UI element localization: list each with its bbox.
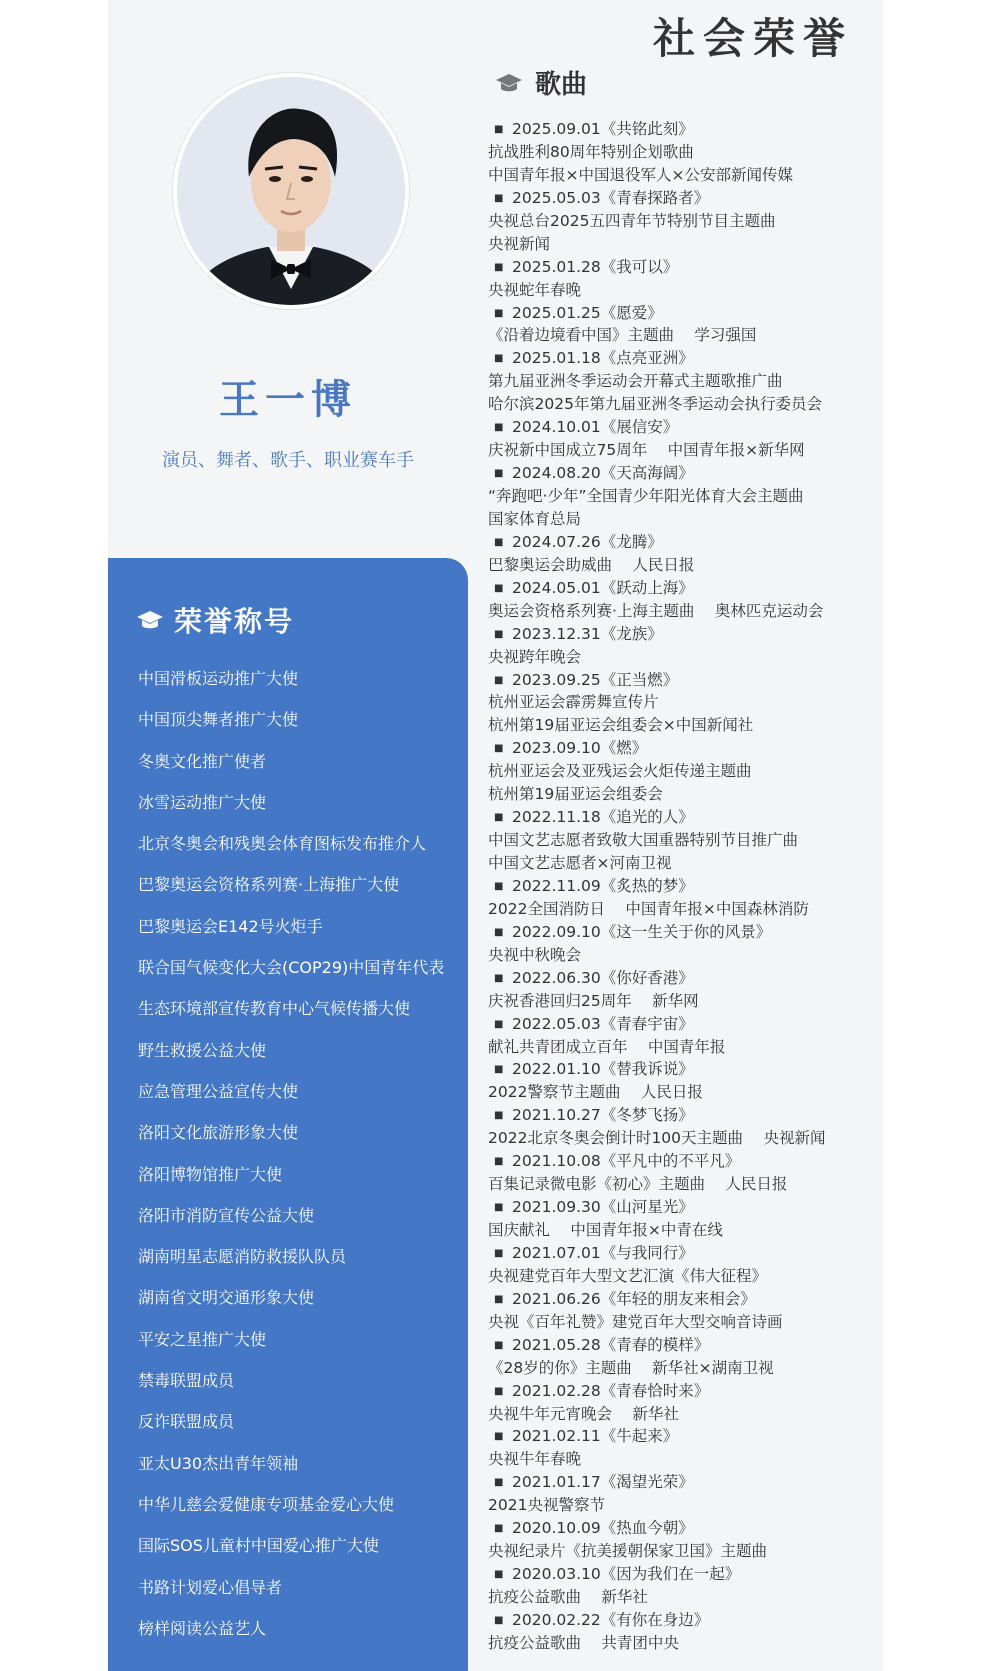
song-entry-title xyxy=(488,1471,873,1494)
bullet-icon: ■ xyxy=(494,972,504,984)
honor-item: 巴黎奥运会E142号火炬手 xyxy=(138,916,323,936)
song-entry-title xyxy=(488,875,873,898)
bullet-icon: ■ xyxy=(494,1293,504,1305)
song-entry-title xyxy=(488,921,873,944)
song-date-title: 2025.01.28《我可以》 xyxy=(512,257,679,276)
honor-item: 禁毒联盟成员 xyxy=(138,1371,235,1391)
song-date-title: 2021.02.28《青春恰时来》 xyxy=(512,1381,710,1400)
honor-item: 生态环境部宣传教育中心气候传播大使 xyxy=(138,999,411,1019)
song-entry-detail: 《沿着边境看中国》主题曲 学习强国 xyxy=(488,326,757,345)
song-entry-title xyxy=(488,531,873,554)
honor-item: 联合国气候变化大会(COP29)中国青年代表 xyxy=(138,958,445,978)
honor-item: 巴黎奥运会资格系列赛·上海推广大使 xyxy=(138,875,400,895)
song-date-title: 2021.10.27《冬梦飞扬》 xyxy=(512,1106,694,1125)
song-date-title: 2022.11.09《炙热的梦》 xyxy=(512,876,694,895)
song-date-title: 2022.06.30《你好香港》 xyxy=(512,968,694,987)
song-entry-title xyxy=(488,1517,873,1540)
songs-title: 歌曲 xyxy=(535,70,588,100)
profile-panel xyxy=(108,0,468,1671)
person-roles: 演员、舞者、歌手、职业赛车手 xyxy=(162,450,414,471)
bullet-icon: ■ xyxy=(494,1110,504,1122)
bullet-icon: ■ xyxy=(494,1064,504,1076)
song-entry-detail: 杭州第19届亚运会组委会×中国新闻社 xyxy=(488,716,754,735)
song-entry-title xyxy=(488,967,873,990)
song-date-title: 2024.05.01《跃动上海》 xyxy=(512,578,694,597)
song-entry-title xyxy=(488,623,873,646)
song-entry-title xyxy=(488,302,873,325)
song-entry-detail: 《28岁的你》主题曲 新华社×湖南卫视 xyxy=(488,1358,774,1377)
song-entry-detail: 央视《百年礼赞》建党百年大型交响音诗画 xyxy=(488,1312,783,1331)
honor-item: 反诈联盟成员 xyxy=(138,1412,235,1432)
song-date-title: 2020.03.10《因为我们在一起》 xyxy=(512,1565,741,1584)
song-entry-title xyxy=(488,737,873,760)
honor-item: 洛阳市消防宣传公益大使 xyxy=(138,1205,315,1225)
song-date-title: 2021.02.11《牛起来》 xyxy=(512,1427,679,1446)
song-entry-detail: 央视蛇年春晚 xyxy=(488,280,582,299)
honor-item: 应急管理公益宣传大使 xyxy=(138,1081,299,1101)
song-date-title: 2023.09.10《燃》 xyxy=(512,739,648,758)
bullet-icon: ■ xyxy=(494,1018,504,1030)
song-date-title: 2021.01.17《渴望光荣》 xyxy=(512,1473,694,1492)
song-entry-title xyxy=(488,1150,873,1173)
song-date-title: 2021.07.01《与我同行》 xyxy=(512,1243,694,1262)
song-date-title: 2024.10.01《展信安》 xyxy=(512,418,679,437)
song-entry-detail: 2022北京冬奥会倒计时100天主题曲 央视新闻 xyxy=(488,1129,826,1148)
song-entry-title xyxy=(488,1380,873,1403)
song-entry-detail: 央视纪录片《抗美援朝保家卫国》主题曲 xyxy=(488,1542,768,1561)
song-entry-title xyxy=(488,1196,873,1219)
song-entry-detail: 央视牛年春晚 xyxy=(488,1450,582,1469)
song-entry-detail: 奥运会资格系列赛·上海主题曲 奥林匹克运动会 xyxy=(488,601,824,620)
song-entry-detail: 2022全国消防日 中国青年报×中国森林消防 xyxy=(488,899,809,918)
bullet-icon: ■ xyxy=(494,1247,504,1259)
song-entry-detail: 第九届亚洲冬季运动会开幕式主题歌推广曲 xyxy=(488,372,783,391)
bullet-icon: ■ xyxy=(494,192,504,204)
songs-header xyxy=(495,64,587,101)
bullet-icon: ■ xyxy=(494,422,504,434)
graduation-cap-icon xyxy=(136,608,164,632)
song-entry-title xyxy=(488,1425,873,1448)
honor-sheet xyxy=(108,0,883,1671)
song-entry-detail: 中国文艺志愿者致敬大国重器特别节目推广曲 xyxy=(488,831,799,850)
song-entry-title xyxy=(488,669,873,692)
song-date-title: 2022.11.18《追光的人》 xyxy=(512,808,694,827)
bullet-icon: ■ xyxy=(494,1569,504,1581)
song-entry-title xyxy=(488,577,873,600)
song-entry-detail: 抗战胜利80周年特别企划歌曲 xyxy=(488,142,694,161)
song-entry-detail: 央视新闻 xyxy=(488,234,551,253)
honor-item: 冰雪运动推广大使 xyxy=(138,792,267,812)
song-entry-title xyxy=(488,806,873,829)
song-entry-title xyxy=(488,1334,873,1357)
song-date-title: 2021.05.28《青春的模样》 xyxy=(512,1335,710,1354)
person-name: 王一博 xyxy=(219,377,357,423)
song-entry-detail: 杭州亚运会及亚残运会火炬传递主题曲 xyxy=(488,762,752,781)
song-entry-detail: 哈尔滨2025年第九届亚洲冬季运动会执行委员会 xyxy=(488,395,822,414)
song-entry-detail: 抗疫公益歌曲 共青团中央 xyxy=(488,1633,679,1652)
song-date-title: 2025.01.25《愿爱》 xyxy=(512,303,663,322)
honors-card xyxy=(108,558,468,1671)
bullet-icon: ■ xyxy=(494,1614,504,1626)
song-entry-detail: 央视总台2025五四青年节特别节目主题曲 xyxy=(488,211,776,230)
honor-item: 冬奥文化推广使者 xyxy=(138,751,267,771)
song-entry-title xyxy=(488,187,873,210)
song-date-title: 2024.08.20《天高海阔》 xyxy=(512,464,694,483)
bullet-icon: ■ xyxy=(494,880,504,892)
honor-item: 湖南省文明交通形象大使 xyxy=(138,1288,315,1308)
bullet-icon: ■ xyxy=(494,468,504,480)
song-entry-detail: 百集记录微电影《初心》主题曲 人民日报 xyxy=(488,1175,788,1194)
portrait-image xyxy=(177,77,405,305)
song-entry-title xyxy=(488,256,873,279)
honor-item: 中华儿慈会爱健康专项基金爱心大使 xyxy=(138,1494,395,1514)
song-entry-detail: 巴黎奥运会助威曲 人民日报 xyxy=(488,555,695,574)
bullet-icon: ■ xyxy=(494,1156,504,1168)
honor-item: 榜样阅读公益艺人 xyxy=(138,1618,267,1638)
honor-item: 中国顶尖舞者推广大使 xyxy=(138,710,299,730)
song-entry-detail: 央视跨年晚会 xyxy=(488,647,582,666)
song-entry-detail: 中国文艺志愿者×河南卫视 xyxy=(488,854,672,872)
song-entry-detail: 国家体育总局 xyxy=(488,509,582,528)
honor-item: 书路计划爱心倡导者 xyxy=(138,1577,283,1597)
bullet-icon: ■ xyxy=(494,674,504,686)
song-entry-detail: 央视建党百年大型文艺汇演《伟大征程》 xyxy=(488,1266,768,1285)
song-entry-detail: 抗疫公益歌曲 新华社 xyxy=(488,1588,648,1606)
bullet-icon: ■ xyxy=(494,1339,504,1351)
song-entry-detail: 杭州第19届亚运会组委会 xyxy=(488,785,663,804)
bullet-icon: ■ xyxy=(494,582,504,594)
song-entry-detail: 央视中秋晚会 xyxy=(488,945,582,964)
song-entry-title xyxy=(488,118,873,141)
song-entry-detail: 央视牛年元宵晚会 新华社 xyxy=(488,1404,679,1423)
songs-list xyxy=(488,118,873,1655)
bullet-icon: ■ xyxy=(494,812,504,824)
song-entry-title xyxy=(488,1013,873,1036)
avatar xyxy=(173,73,409,309)
song-date-title: 2022.01.10《替我诉说》 xyxy=(512,1060,694,1079)
bullet-icon: ■ xyxy=(494,261,504,273)
song-entry-title xyxy=(488,1242,873,1265)
honor-item: 洛阳文化旅游形象大使 xyxy=(138,1123,299,1143)
bullet-icon: ■ xyxy=(494,1385,504,1397)
bullet-icon: ■ xyxy=(494,124,504,135)
bullet-icon: ■ xyxy=(494,1523,504,1535)
bullet-icon: ■ xyxy=(494,1202,504,1214)
honor-item: 国际SOS儿童村中国爱心推广大使 xyxy=(138,1536,379,1556)
bullet-icon: ■ xyxy=(494,628,504,640)
song-entry-detail: 中国青年报×中国退役军人×公安部新闻传媒 xyxy=(488,165,793,184)
bullet-icon: ■ xyxy=(494,307,504,319)
graduation-cap-icon xyxy=(495,71,523,95)
song-date-title: 2020.02.22《有你在身边》 xyxy=(512,1610,710,1629)
song-date-title: 2023.09.25《正当燃》 xyxy=(512,670,679,689)
bullet-icon: ■ xyxy=(494,1431,504,1443)
song-entry-title xyxy=(488,1058,873,1081)
song-entry-detail: 庆祝香港回归25周年 新华网 xyxy=(488,991,699,1010)
song-entry-title xyxy=(488,416,873,439)
bullet-icon: ■ xyxy=(494,743,504,755)
song-date-title: 2022.09.10《这一生关于你的风景》 xyxy=(512,922,772,941)
honors-header xyxy=(136,600,294,640)
song-entry-title xyxy=(488,1288,873,1311)
honor-item: 湖南明星志愿消防救援队队员 xyxy=(138,1247,347,1267)
song-entry-detail: 杭州亚运会霹雳舞宣传片 xyxy=(488,693,659,712)
song-date-title: 2024.07.26《龙腾》 xyxy=(512,532,663,551)
bullet-icon: ■ xyxy=(494,926,504,938)
song-entry-title xyxy=(488,1104,873,1127)
song-entry-detail: 2021央视警察节 xyxy=(488,1496,605,1515)
honors-title: 荣誉称号 xyxy=(174,605,295,638)
honor-item: 洛阳博物馆推广大使 xyxy=(138,1164,283,1184)
honor-item: 北京冬奥会和残奥会体育图标发布推介人 xyxy=(138,834,427,854)
bullet-icon: ■ xyxy=(494,536,504,548)
song-entry-title xyxy=(488,462,873,485)
song-entry-detail: “奔跑吧·少年”全国青少年阳光体育大会主题曲 xyxy=(488,487,804,505)
song-date-title: 2021.06.26《年轻的朋友来相会》 xyxy=(512,1289,756,1308)
song-date-title: 2023.12.31《龙族》 xyxy=(512,624,663,643)
honor-item: 亚太U30杰出青年领袖 xyxy=(138,1453,299,1473)
song-entry-detail: 庆祝新中国成立75周年 中国青年报×新华网 xyxy=(488,441,805,460)
song-date-title: 2021.09.30《山河星光》 xyxy=(512,1198,694,1217)
song-entry-detail: 2022警察节主题曲 人民日报 xyxy=(488,1083,703,1102)
bullet-icon: ■ xyxy=(494,1477,504,1489)
song-entry-detail: 献礼共青团成立百年 中国青年报 xyxy=(488,1037,726,1056)
song-date-title: 2022.05.03《青春宇宙》 xyxy=(512,1014,694,1033)
song-entry-title xyxy=(488,1609,873,1632)
honors-list xyxy=(138,658,444,1649)
bullet-icon: ■ xyxy=(494,353,504,365)
honor-item: 平安之星推广大使 xyxy=(138,1329,267,1349)
song-date-title: 2025.05.03《青春探路者》 xyxy=(512,188,710,207)
honor-item: 中国滑板运动推广大使 xyxy=(138,669,299,688)
song-date-title: 2025.01.18《点亮亚洲》 xyxy=(512,349,694,368)
song-entry-title xyxy=(488,347,873,370)
song-date-title: 2025.09.01《共铭此刻》 xyxy=(512,120,694,138)
page-title: 社会荣誉 xyxy=(652,14,853,63)
song-date-title: 2020.10.09《热血今朝》 xyxy=(512,1519,694,1538)
song-date-title: 2021.10.08《平凡中的不平凡》 xyxy=(512,1152,741,1171)
song-entry-title xyxy=(488,1563,873,1586)
honor-item: 野生救援公益大使 xyxy=(138,1040,267,1060)
song-entry-detail: 国庆献礼 中国青年报×中青在线 xyxy=(488,1221,723,1239)
